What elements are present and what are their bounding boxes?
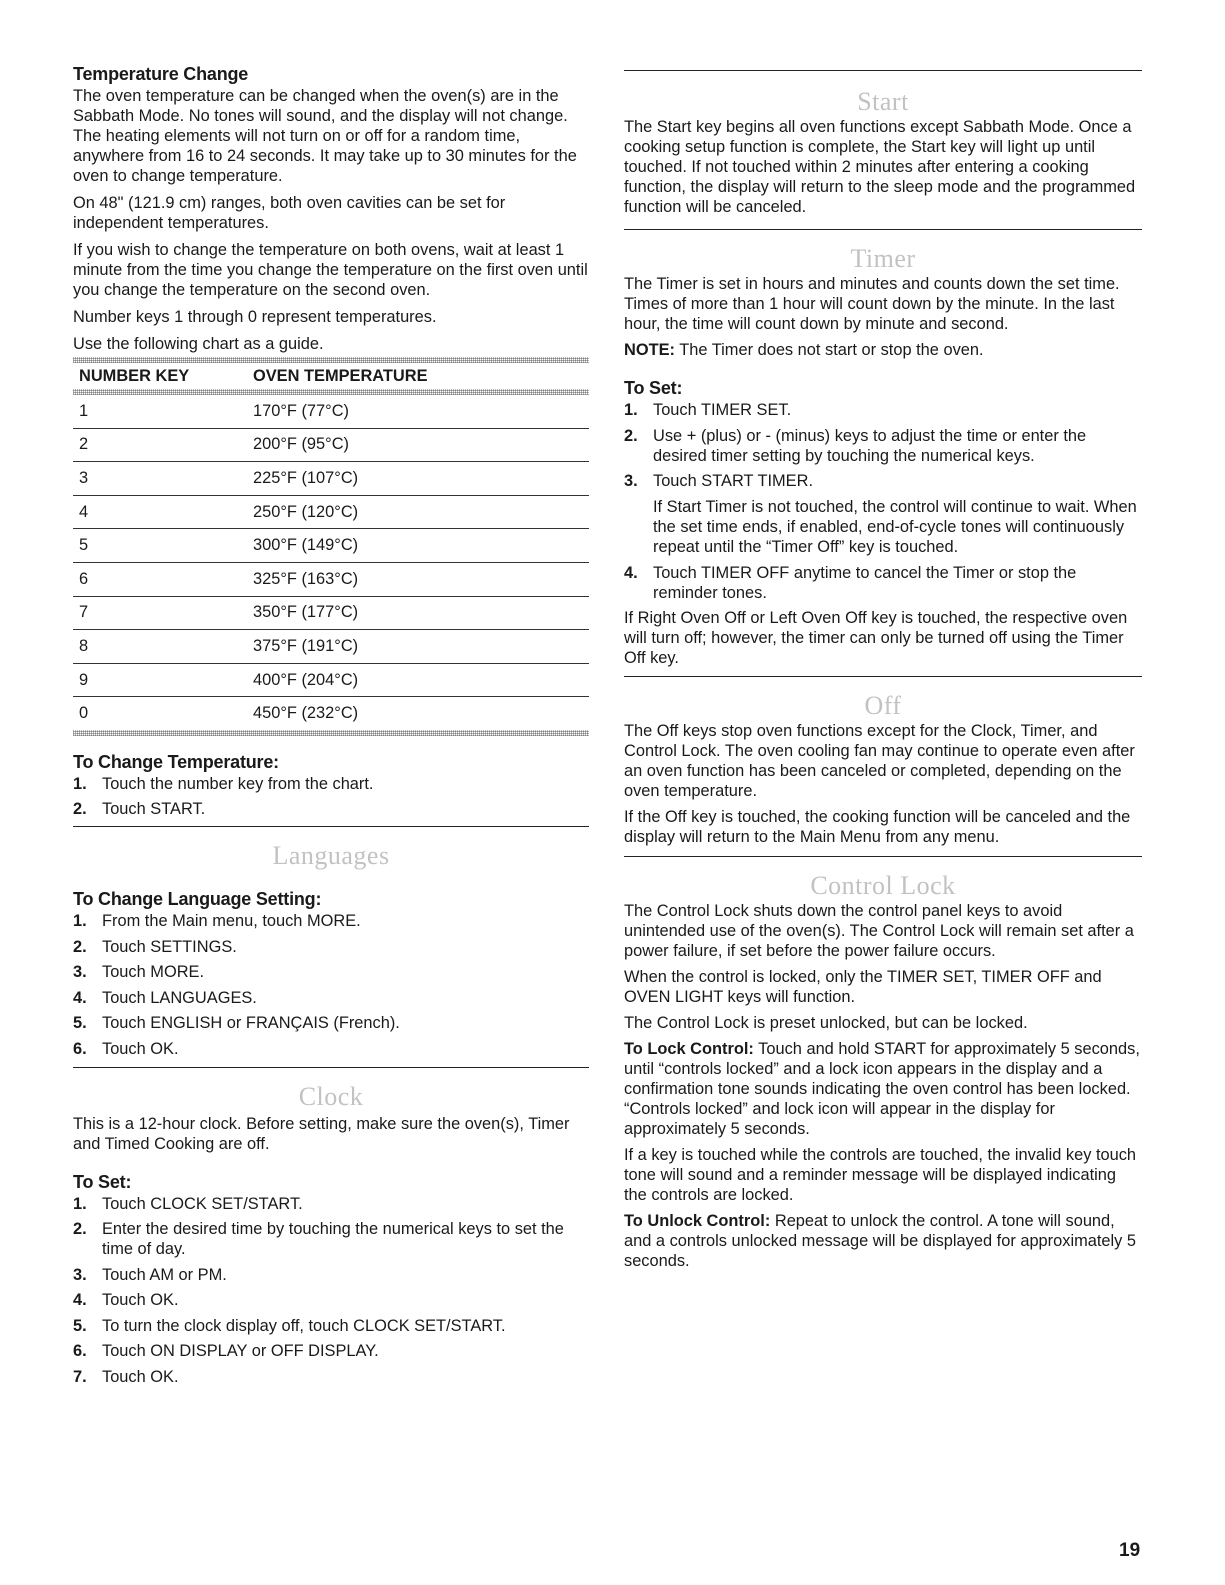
number-key-cell: 2 [73, 428, 247, 462]
start-divider [624, 70, 1142, 71]
step-text: Touch MORE. [102, 963, 205, 982]
table-row [73, 462, 589, 496]
step-number: 3. [73, 963, 87, 982]
number-key-cell: 6 [73, 562, 247, 596]
clock-step-6 [73, 1341, 589, 1361]
note-label: NOTE: [624, 341, 675, 359]
number-key-cell: 4 [73, 495, 247, 529]
table-row [73, 395, 589, 428]
chart-guide-paragraph: Use the following chart as a guide. [73, 335, 324, 353]
timer-off-paragraph: If Right Oven Off or Left Oven Off key is touched, the respective oven will turn off; however, the timer can only be turned off using the Timer Off key. [624, 609, 1128, 667]
right-column [624, 70, 1142, 1277]
table-top-border [73, 357, 589, 363]
timer-step-3-note: If Start Timer is not touched, the control will continue to wait. When the set time ends, if enabled, end-of-cycle tones will continuously repeat until the “Timer Off” key is touched. [653, 498, 1137, 556]
clock-step-5 [73, 1316, 589, 1336]
oven-temperature-cell: 250°F (120°C) [247, 495, 589, 529]
oven-temperature-cell: 375°F (191°C) [247, 630, 589, 664]
lock-control-text: Touch and hold START for approximately 5 seconds, until “controls locked” and a lock icon appears in the display and a confirmation tone sounds indicating the oven control has been locked. “Controls locked” and lock icon will appear in the display for approximately 5 seconds. [624, 1040, 1140, 1138]
step-text: From the Main menu, touch MORE. [102, 912, 361, 931]
language-step-5 [73, 1013, 589, 1033]
table-row [73, 529, 589, 563]
table-row [73, 697, 589, 730]
timer-title: Timer [850, 244, 916, 273]
number-key-cell: 5 [73, 529, 247, 563]
clock-step-7 [73, 1367, 589, 1387]
oven-temperature-cell: 400°F (204°C) [247, 663, 589, 697]
number-key-cell: 3 [73, 462, 247, 496]
timer-step-3: 3. Touch START TIMER. If Start Timer is not touched, the control will continue to wait. When the set time ends, if enabled, end-of-cycle tones will continuously repeat until the “Timer Off” key is touched. [624, 471, 1142, 557]
number-key-cell: 7 [73, 596, 247, 630]
left-column [73, 62, 589, 1392]
step-number: 4. [73, 1291, 87, 1310]
step-text: Touch START. [102, 800, 206, 819]
table-row [73, 428, 589, 462]
step-text: Touch LANGUAGES. [102, 988, 257, 1007]
step-text: Touch the number key from the chart. [102, 774, 374, 793]
table-bottom-border [73, 730, 589, 736]
timer-step-2: 2. Use + (plus) or - (minus) keys to adjust the time or enter the desired timer setting by touching the numerical keys. [624, 426, 1087, 465]
unlock-control-paragraph [624, 1211, 1142, 1271]
step-number: 6. [73, 1342, 87, 1361]
clock-step-3 [73, 1265, 589, 1285]
step-text: Touch CLOCK SET/START. [102, 1194, 303, 1213]
language-steps [73, 911, 589, 1059]
table-header-border [73, 389, 589, 395]
oven-temperature-cell: 350°F (177°C) [247, 596, 589, 630]
number-key-cell: 9 [73, 663, 247, 697]
both-ovens-paragraph: If you wish to change the temperature on both ovens, wait at least 1 minute from the time you change the temperature on the first oven until you change the temperature on the second oven. [73, 241, 588, 299]
step-text: Touch ON DISPLAY or OFF DISPLAY. [102, 1342, 379, 1361]
step-number: 1. [73, 1194, 87, 1213]
table-row [73, 562, 589, 596]
clock-intro-paragraph: This is a 12-hour clock. Before setting, make sure the oven(s), Timer and Timed Cooking are off. [73, 1114, 570, 1153]
oven-temperature-cell: 200°F (95°C) [247, 428, 589, 462]
table-row [73, 495, 589, 529]
clock-set-heading: To Set: [73, 1171, 132, 1192]
control-lock-paragraph-1: The Control Lock shuts down the control panel keys to avoid unintended use of the oven(s). The Control Lock will remain set after a power failure, if set before the power failure occurs. [624, 902, 1134, 960]
off-divider [624, 676, 1142, 677]
table-row [73, 663, 589, 697]
timer-steps [624, 400, 1142, 603]
table-row [73, 630, 589, 664]
timer-step-1: 1. Touch TIMER SET. [624, 401, 792, 419]
step-text: Touch AM or PM. [102, 1265, 227, 1284]
step-text: Touch SETTINGS. [102, 937, 237, 956]
clock-step-4 [73, 1290, 589, 1310]
clock-title: Clock [298, 1081, 364, 1111]
oven-temperature-cell: 450°F (232°C) [253, 704, 359, 723]
step-number: 5. [73, 1014, 87, 1033]
step-text: Touch ENGLISH or FRANÇAIS (French). [102, 1014, 400, 1033]
number-key-cell: 8 [73, 630, 247, 664]
lock-control-paragraph [624, 1039, 1142, 1139]
step-text: Touch OK. [102, 1291, 179, 1310]
step-number: 1. [73, 912, 87, 931]
clock-step-2 [73, 1219, 589, 1259]
oven-temperature-cell: 325°F (163°C) [247, 562, 589, 596]
clock-steps [73, 1194, 589, 1387]
temperature-change-paragraph: The oven temperature can be changed when the oven(s) are in the Sabbath Mode. No tones will sound, and the display will not change. The heating elements will not turn on or off for a random time, anywhere from 16 to 24 seconds. It may take up to 30 minutes for the oven to change temperature. [73, 87, 577, 185]
step-text: Touch OK. [102, 1367, 179, 1386]
step-number: 2. [73, 800, 87, 819]
oven-temperature-cell: 170°F (77°C) [247, 395, 589, 428]
step-number: 5. [73, 1316, 87, 1335]
timer-set-heading: To Set: [624, 378, 683, 398]
step-number: 3. [73, 1265, 87, 1284]
change-language-heading: To Change Language Setting: [73, 889, 322, 910]
oven-temperature-cell: 300°F (149°C) [247, 529, 589, 563]
start-title: Start [857, 87, 909, 116]
language-step-1 [73, 911, 589, 931]
table-row [73, 596, 589, 630]
lock-control-label: To Lock Control: [624, 1040, 754, 1058]
page-number: 19 [1119, 1540, 1141, 1561]
control-lock-paragraph-2: When the control is locked, only the TIMER SET, TIMER OFF and OVEN LIGHT keys will function. [624, 968, 1102, 1006]
number-keys-paragraph: Number keys 1 through 0 represent temperatures. [73, 308, 437, 326]
timer-note [624, 340, 1142, 360]
number-key-header: NUMBER KEY [79, 366, 190, 385]
step-number: 4. [73, 988, 87, 1007]
unlock-control-label: To Unlock Control: [624, 1212, 771, 1230]
off-title: Off [864, 691, 902, 720]
number-key-cell: 0 [79, 704, 89, 723]
temperature-change-heading: Temperature Change [73, 64, 249, 84]
change-temperature-heading: To Change Temperature: [73, 751, 279, 772]
control-lock-title: Control Lock [810, 871, 956, 900]
table-header-row [73, 363, 589, 389]
note-text: The Timer does not start or stop the oven. [675, 341, 984, 359]
control-lock-paragraph-3: The Control Lock is preset unlocked, but can be locked. [624, 1014, 1028, 1032]
step-text: Enter the desired time by touching the numerical keys to set the time of day. [102, 1220, 564, 1259]
start-paragraph: The Start key begins all oven functions except Sabbath Mode. Once a cooking setup function is complete, the Start key will light up until touched. If not touched within 2 minutes after entering a cooking function, the display will return to the sleep mode and the programmed function will be canceled. [624, 118, 1136, 216]
step-number: 2. [73, 937, 87, 956]
off-paragraph-1: The Off keys stop oven functions except for the Clock, Timer, and Control Lock. The oven cooling fan may continue to operate even after an oven function has been canceled or completed, depending on the oven temperature. [624, 722, 1135, 800]
step-number: 2. [73, 1220, 87, 1239]
step-number: 7. [73, 1367, 87, 1386]
languages-title: Languages [272, 841, 390, 871]
language-step-6 [73, 1039, 589, 1059]
step-number: 6. [73, 1039, 87, 1058]
language-step-2 [73, 937, 589, 957]
change-temperature-step-2 [73, 799, 589, 819]
number-key-cell: 1 [73, 395, 247, 428]
off-paragraph-2: If the Off key is touched, the cooking function will be canceled and the display will return to the Main Menu from any menu. [624, 808, 1131, 846]
change-temperature-steps [73, 774, 589, 820]
step-text: To turn the clock display off, touch CLOCK SET/START. [102, 1316, 506, 1335]
unlock-control-text: Repeat to unlock the control. A tone will sound, and a controls unlocked message will be displayed for approximately 5 seconds. [624, 1212, 1137, 1270]
oven-temperature-header: OVEN TEMPERATURE [253, 366, 428, 385]
step-text: Touch OK. [102, 1039, 179, 1058]
timer-divider [624, 229, 1142, 230]
clock-step-1 [73, 1194, 589, 1214]
clock-divider [73, 1067, 589, 1068]
step-number: 1. [73, 774, 87, 793]
language-step-4 [73, 988, 589, 1008]
change-temperature-step-1 [73, 774, 589, 794]
oven-temperature-cell: 225°F (107°C) [247, 462, 589, 496]
language-step-3 [73, 962, 589, 982]
timer-paragraph: The Timer is set in hours and minutes and counts down the set time. Times of more than 1 hour will count down by the minute. In the last hour, the time will count down by minute and second. [624, 275, 1120, 333]
timer-step-4: 4. Touch TIMER OFF anytime to cancel the Timer or stop the reminder tones. [624, 563, 1077, 602]
languages-divider [73, 826, 589, 827]
control-lock-paragraph-4: If a key is touched while the controls are touched, the invalid key touch tone will sound and a reminder message will be displayed indicating the controls are locked. [624, 1146, 1137, 1204]
temperature-table [73, 357, 589, 736]
control-lock-divider [624, 856, 1142, 857]
range-cavities-paragraph: On 48" (121.9 cm) ranges, both oven cavities can be set for independent temperatures. [73, 194, 506, 232]
